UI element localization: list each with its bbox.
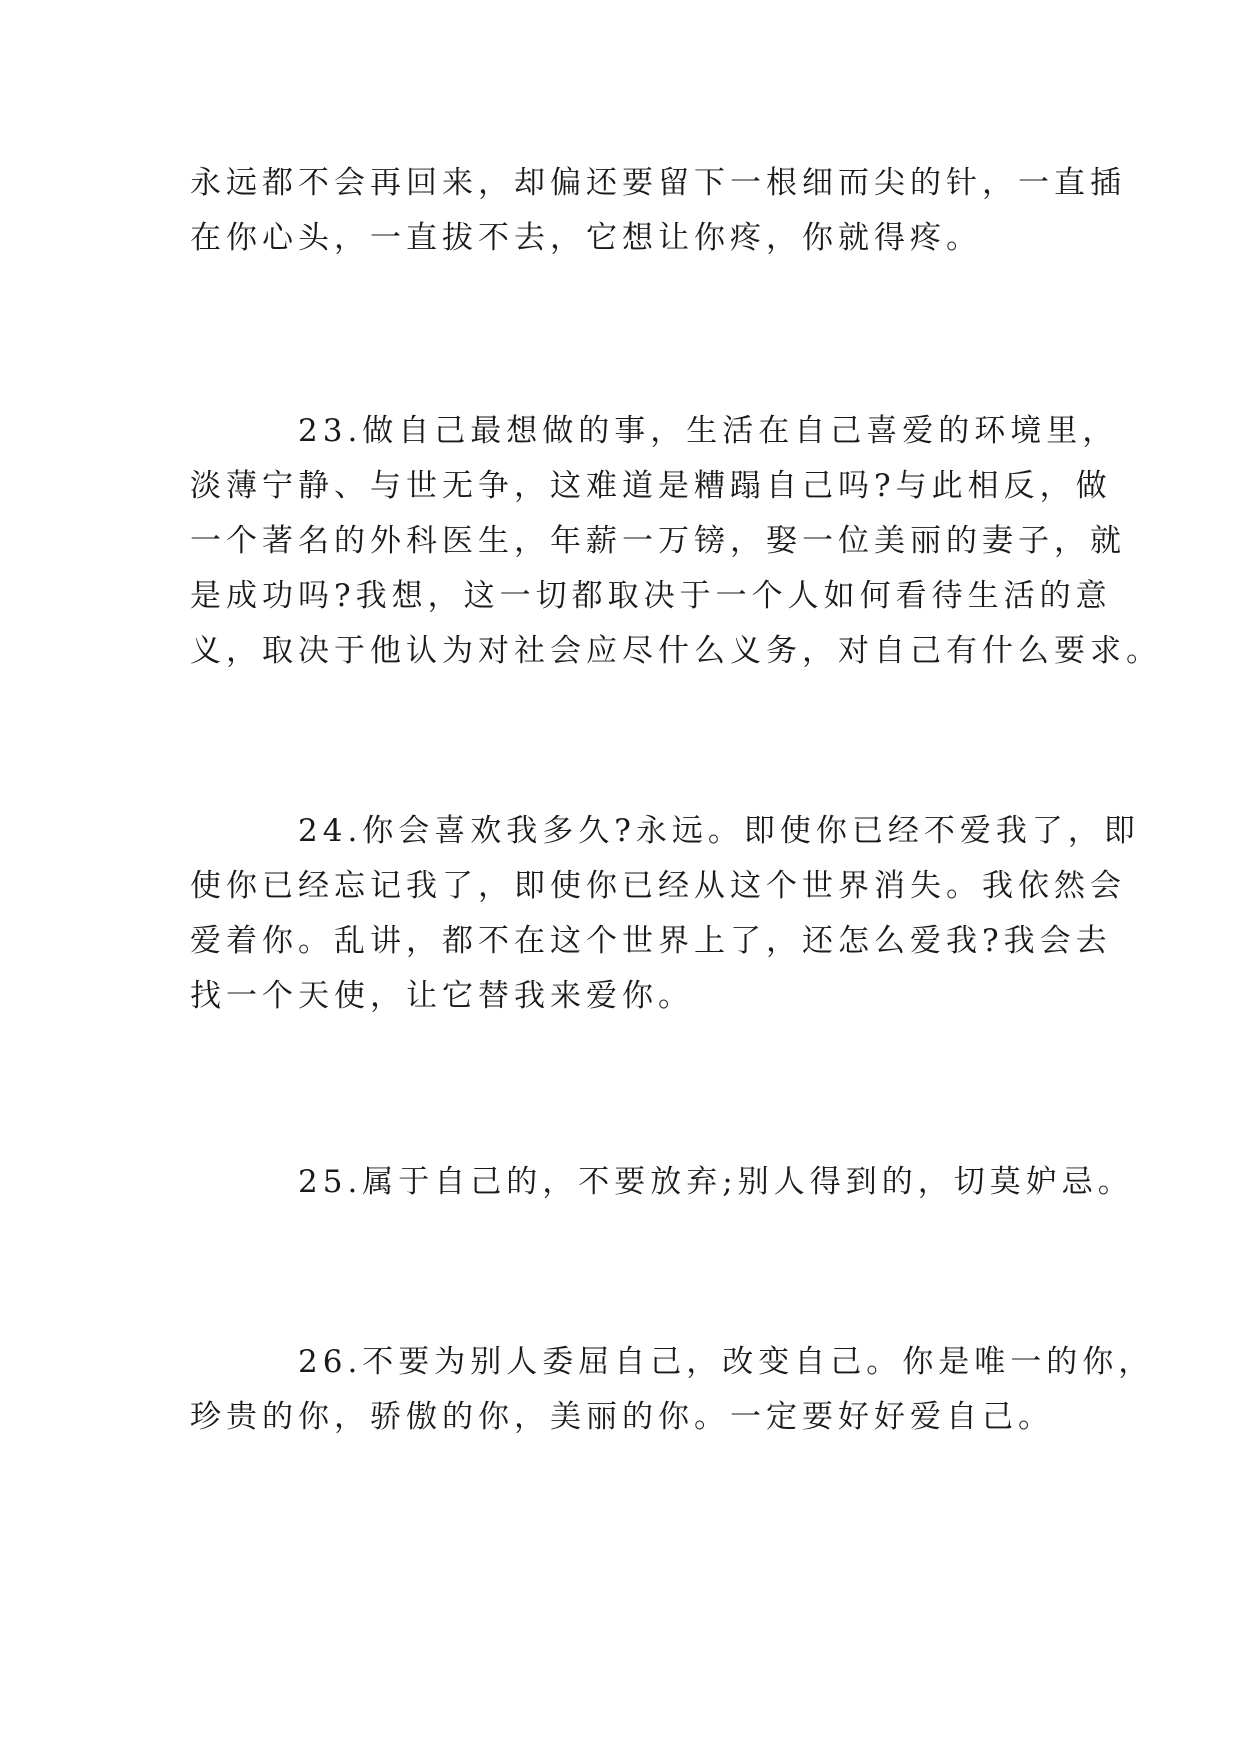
- text-line: 淡薄宁静、与世无争，这难道是糟蹋自己吗?与此相反，做: [190, 468, 1112, 504]
- text-line: 是成功吗?我想，这一切都取决于一个人如何看待生活的意: [190, 578, 1112, 614]
- text-line: 爱着你。乱讲，都不在这个世界上了，还怎么爱我?我会去: [190, 923, 1112, 959]
- text-line: 23.做自己最想做的事，生活在自己喜爱的环境里，: [298, 413, 1119, 449]
- paragraph-continuation: [190, 156, 1126, 266]
- paragraph-23: [190, 404, 1162, 679]
- text-line: 永远都不会再回来，却偏还要留下一根细而尖的针，一直插: [190, 165, 1126, 201]
- text-line: 找一个天使，让它替我来爱你。: [190, 978, 694, 1014]
- paragraph-26: [190, 1335, 1155, 1445]
- paragraph-24: [190, 804, 1140, 1024]
- text-line: 义，取决于他认为对社会应尽什么义务，对自己有什么要求。: [190, 633, 1162, 669]
- paragraph-25: [190, 1155, 1134, 1210]
- text-line: 一个著名的外科医生，年薪一万镑，娶一位美丽的妻子，就: [190, 523, 1126, 559]
- text-line: 珍贵的你，骄傲的你，美丽的你。一定要好好爱自己。: [190, 1399, 1054, 1435]
- text-line: 25.属于自己的，不要放弃;别人得到的，切莫妒忌。: [298, 1164, 1134, 1200]
- text-line: 在你心头，一直拔不去，它想让你疼，你就得疼。: [190, 220, 982, 256]
- text-line: 26.不要为别人委屈自己，改变自己。你是唯一的你，: [298, 1344, 1155, 1380]
- text-line: 24.你会喜欢我多久?永远。即使你已经不爱我了，即: [298, 813, 1140, 849]
- text-line: 使你已经忘记我了，即使你已经从这个世界消失。我依然会: [190, 868, 1126, 904]
